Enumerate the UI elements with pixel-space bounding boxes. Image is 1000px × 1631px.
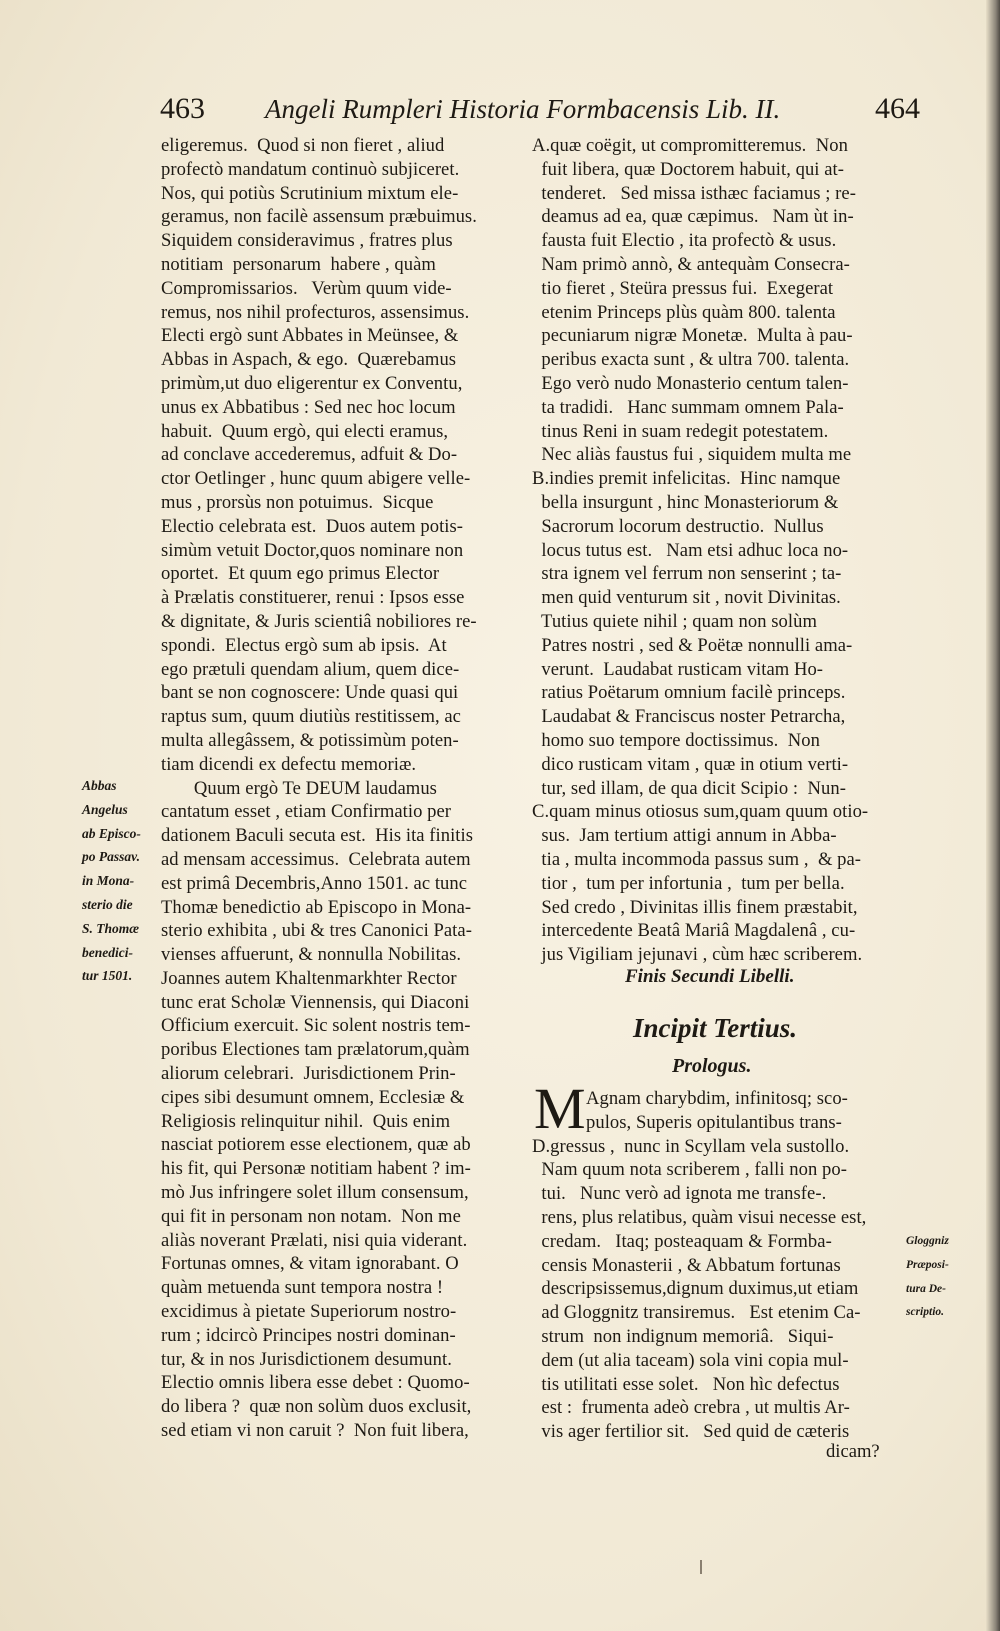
text-line: tunc erat Scholæ Viennensis, qui Diaconi <box>161 991 470 1013</box>
text-line: censis Monasterii , & Abbatum fortunas <box>532 1254 841 1276</box>
right-text-column-lower <box>532 1135 866 1444</box>
text-line: peribus exacta sunt , & ultra 700. talenta. <box>532 349 850 371</box>
text-line: vis ager fertilior sit. Sed quid de cæteris <box>532 1421 850 1443</box>
text-line: mò Jus infringere solet illum consensum, <box>161 1182 469 1204</box>
prologue-opening-lines <box>586 1087 848 1135</box>
text-line: qui fit in personam non notam. Non me <box>161 1205 461 1227</box>
text-line: excidimus à pietate Superiorum nostro- <box>161 1301 457 1323</box>
margin-note-line: scriptio. <box>906 1306 945 1319</box>
text-line: Electio celebrata est. Duos autem potis- <box>161 515 464 537</box>
text-line: cantatum esset , etiam Confirmatio per <box>161 801 452 823</box>
text-line: fuit libera, quæ Doctorem habuit, qui at- <box>532 158 844 180</box>
text-line: Electio omnis libera esse debet : Quomo- <box>161 1372 470 1394</box>
text-line: Officium exercuit. Sic solent nostris tem- <box>161 1015 471 1037</box>
text-line: & dignitate, & Juris scientiâ nobiliores re- <box>161 610 477 632</box>
text-line: tinus Reni in suam redegit potestatem. <box>532 420 829 442</box>
margin-note-line: benedici- <box>82 944 133 960</box>
text-line: multa allegâssem, & potissimùm poten- <box>161 729 459 751</box>
text-line: etenim Princeps plùs quàm 800. talenta <box>532 301 836 323</box>
text-line: raptus sum, quum diutiùs restitissem, ac <box>161 706 461 728</box>
text-line: stra ignem vel ferrum non senserint ; ta- <box>532 563 842 585</box>
text-line: A.quæ coëgit, ut compromitteremus. Non <box>532 135 848 156</box>
page-mark <box>700 1560 702 1574</box>
text-line: Thomæ benedictio ab Episcopo in Mona- <box>161 896 472 918</box>
text-line: bant se non cognoscere: Unde quasi qui <box>161 682 459 704</box>
text-line: homo suo tempore doctissimus. Non <box>532 729 820 751</box>
text-line: est primâ Decembris,Anno 1501. ac tunc <box>161 872 468 894</box>
text-line: C.quam minus otiosus sum,quam quum otio- <box>532 801 869 823</box>
text-line: tis utilitati esse solet. Non hìc defectus <box>532 1373 840 1395</box>
text-line: Laudabat & Franciscus noster Petrarcha, <box>532 706 846 728</box>
text-line: à Prælatis constituerer, renui : Ipsos esse <box>161 587 465 609</box>
text-line: descripsissemus,dignum duximus,ut etiam <box>532 1278 859 1300</box>
text-line: remus, nos nihil profecturos, assensimus. <box>161 301 470 323</box>
catchword: dicam? <box>826 1441 880 1462</box>
text-line: geramus, non facilè assensum præbuimus. <box>161 206 477 228</box>
text-line: profectò mandatum continuò subjiceret. <box>161 158 460 180</box>
text-line: spondi. Electus ergò sum ab ipsis. At <box>161 634 447 656</box>
page-number-right: 464 <box>875 92 920 125</box>
running-header <box>160 92 920 132</box>
text-line: tur, & in nos Jurisdictionem desumunt. <box>161 1348 452 1370</box>
text-line: cipes sibi desumunt omnem, Ecclesiæ & <box>161 1086 465 1108</box>
text-line: oportet. Et quum ego primus Elector <box>161 563 440 585</box>
text-line: simùm vetuit Doctor,quos nominare non <box>161 539 464 561</box>
text-line: ad Gloggnitz transiremus. Est etenim Ca- <box>532 1302 861 1324</box>
text-line: notitiam personarum habere , quàm <box>161 253 436 275</box>
text-line: Joannes autem Khaltenmarkhter Rector <box>161 967 457 989</box>
margin-note-right <box>906 1230 949 1325</box>
text-line: ad conclave accederemus, adfuit & Do- <box>161 444 458 466</box>
text-line: tiam dicendi ex defectu memoriæ. <box>161 753 417 775</box>
text-line: vienses affuerunt, & nonnulla Nobilitas. <box>161 944 462 966</box>
text-line: dico rusticam vitam , quæ in otium verti- <box>532 753 849 775</box>
text-line: Quum ergò Te DEUM laudamus <box>161 777 437 799</box>
text-line: credam. Itaq; posteaquam & Formba- <box>532 1230 832 1252</box>
text-line: pulos, Superis opitulantibus trans- <box>586 1111 842 1133</box>
text-line: Fortunas omnes, & vitam ignorabant. O <box>161 1253 459 1275</box>
text-line: rens, plus relatibus, quàm visui necesse est, <box>532 1206 867 1228</box>
text-line: Nos, qui potiùs Scrutinium mixtum ele- <box>161 182 459 204</box>
margin-note-line: tur 1501. <box>82 968 133 984</box>
prologus-heading: Prologus. <box>672 1055 752 1077</box>
margin-note-line: tura De- <box>906 1282 946 1295</box>
text-line: locus tutus est. Nam etsi adhuc loca no- <box>532 539 849 561</box>
text-line: his fit, qui Personæ notitiam habent ? im- <box>161 1158 471 1180</box>
text-line: primùm,ut duo eligerentur ex Conventu, <box>161 372 463 394</box>
left-text-column <box>161 134 477 1443</box>
text-line: ta tradidi. Hanc summam omnem Pala- <box>532 396 844 418</box>
text-line: nasciat potiorem esse electionem, quæ ab <box>161 1134 471 1156</box>
text-line: verunt. Laudabat rusticam vitam Ho- <box>532 658 824 680</box>
text-line: ad mensam accessimus. Celebrata autem <box>161 848 471 870</box>
margin-note-line: S. Thomæ <box>82 920 140 936</box>
text-line: Sed credo , Divinitas illis finem præstabit, <box>532 896 858 918</box>
text-line: Electi ergò sunt Abbates in Meünsee, & <box>161 325 459 347</box>
text-line: do libera ? quæ non solùm duos exclusit, <box>161 1396 472 1418</box>
text-line: ctor Oetlinger , hunc quum abigere velle- <box>161 468 471 490</box>
margin-note-line: sterio die <box>82 896 133 912</box>
margin-note-line: Gloggniz <box>906 1235 949 1247</box>
margin-note-line: Angelus <box>82 801 128 817</box>
text-line: unus ex Abbatibus : Sed nec hoc locum <box>161 396 456 418</box>
running-title: Angeli Rumpleri Historia Formbacensis Lib. II. <box>265 94 781 124</box>
drop-capital: M <box>534 1076 586 1141</box>
text-line: ratius Poëtarum omnium facilè princeps. <box>532 682 846 704</box>
text-line: Tutius quiete nihil ; quam non solùm <box>532 610 817 632</box>
text-line: rum ; idcircò Principes nostri dominan- <box>161 1324 456 1346</box>
right-text-column <box>532 134 868 967</box>
text-line: aliorum celebrari. Jurisdictionem Prin- <box>161 1063 456 1085</box>
text-line: tur, sed illam, de qua dicit Scipio : Nun- <box>532 777 846 799</box>
text-line: tior , tum per infortunia , tum per bella. <box>532 872 845 894</box>
text-line: tio fieret , Steüra pressus fui. Exegerat <box>532 277 834 299</box>
text-line: Compromissarios. Verùm quum vide- <box>161 277 452 299</box>
text-line: B.indies premit infelicitas. Hinc namque <box>532 468 841 490</box>
incipit-heading: Incipit Tertius. <box>633 1013 798 1043</box>
margin-note-line: Præposi- <box>906 1258 949 1271</box>
text-line: strum non indignum memoriâ. Siqui- <box>532 1325 834 1347</box>
text-line: jus Vigiliam jejunavi , cùm hæc scriberem. <box>532 944 863 966</box>
text-line: Nec aliàs faustus fui , siquidem multa me <box>532 444 852 466</box>
text-line: Nam quum nota scriberem , falli non po- <box>532 1159 847 1181</box>
text-line: tui. Nunc verò ad ignota me transfe-. <box>532 1183 827 1205</box>
text-line: D.gressus , nunc in Scyllam vela sustollo. <box>532 1135 850 1157</box>
text-line: quàm metuenda sunt tempora nostra ! <box>161 1277 444 1299</box>
text-line: Religiosis relinquitur nihil. Quis enim <box>161 1110 451 1132</box>
text-line: dem (ut alia taceam) sola vini copia mul- <box>532 1349 849 1371</box>
text-line: dationem Baculi secuta est. His ita finitis <box>161 825 474 847</box>
margin-note-line: in Mona- <box>82 873 135 889</box>
text-line: sus. Jam tertium attigi annum in Abba- <box>532 825 837 847</box>
text-line: aliàs noverant Prælati, nisi quia viderant. <box>161 1229 468 1251</box>
text-line: Siquidem consideravimus , fratres plus <box>161 230 453 252</box>
text-line: Ego verò nudo Monasterio centum talen- <box>532 372 849 394</box>
page-number-left: 463 <box>160 92 205 125</box>
text-line: poribus Electiones tam prælatorum,quàm <box>161 1039 470 1061</box>
margin-note-line: ab Episco- <box>82 825 141 841</box>
text-line: tia , multa incommoda passus sum , & pa- <box>532 848 862 870</box>
text-line: sterio exhibita , ubi & tres Canonici Pata- <box>161 920 472 942</box>
text-line: intercedente Beatâ Mariâ Magdalenâ , cu- <box>532 920 856 942</box>
text-line: sed etiam vi non caruit ? Non fuit libera, <box>161 1420 469 1442</box>
text-line: Agnam charybdim, infinitosq; sco- <box>586 1088 848 1109</box>
text-line: ego prætuli quendam alium, quem dice- <box>161 658 460 680</box>
text-line: tenderet. Sed missa isthæc faciamus ; re- <box>532 182 856 204</box>
text-line: est : frumenta adeò crebra , ut multis Ar- <box>532 1397 850 1419</box>
text-line: mus , prorsùs non potuimus. Sicque <box>161 491 434 513</box>
text-line: eligeremus. Quod si non fieret , aliud <box>161 135 445 156</box>
text-line: men quid venturum sit , novit Divinitas. <box>532 587 841 609</box>
text-line: deamus ad ea, quæ cæpimus. Nam ùt in- <box>532 206 854 228</box>
text-line: habuit. Quum ergò, qui electi eramus, <box>161 420 449 442</box>
text-line: Sacrorum locorum destructio. Nullus <box>532 515 824 537</box>
margin-note-line: Abbas <box>82 778 117 793</box>
finis-heading: Finis Secundi Libelli. <box>625 966 795 987</box>
margin-note-line: po Passav. <box>82 849 140 865</box>
text-line: Abbas in Aspach, & ego. Quærebamus <box>161 349 457 371</box>
text-line: pecuniarum nigræ Monetæ. Multa à pau- <box>532 325 853 347</box>
text-line: Nam primò annò, & antequàm Consecra- <box>532 253 850 275</box>
margin-note-left <box>82 774 141 988</box>
text-line: Patres nostri , sed & Poëtæ nonnulli ama- <box>532 634 853 656</box>
text-line: bella insurgunt , hinc Monasteriorum & <box>532 491 839 513</box>
text-line: fausta fuit Electio , ita profectò & usus. <box>532 230 837 252</box>
page-edge-shadow <box>986 0 1000 1631</box>
